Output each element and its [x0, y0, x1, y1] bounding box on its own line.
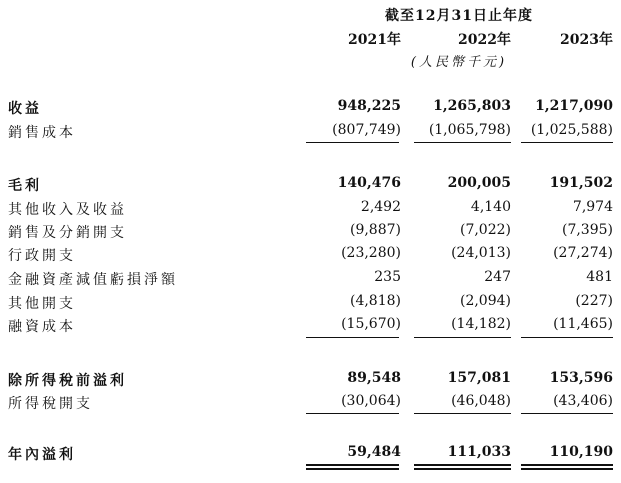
row-label: 除所得稅前溢利 [8, 373, 127, 389]
table-row-other-income [0, 199, 621, 221]
row-label: 年內溢利 [8, 447, 76, 463]
row-label: 所得稅開支 [8, 396, 93, 412]
value-2022: (14,182) [451, 316, 511, 332]
row-label: 其他開支 [8, 296, 76, 312]
value-2023: 191,502 [549, 175, 613, 191]
value-2021: 140,476 [337, 175, 401, 191]
value-2023: 481 [586, 269, 613, 285]
value-2022: 200,005 [447, 175, 511, 191]
row-label: 毛利 [8, 178, 42, 194]
value-2022: (1,065,798) [428, 122, 511, 138]
subtotal-rule-2023 [521, 142, 613, 143]
value-2022: 1,265,803 [433, 98, 511, 114]
value-2022: (46,048) [451, 393, 511, 409]
table-row-impairment-losses [0, 269, 621, 291]
row-label: 銷售成本 [8, 125, 76, 141]
value-2022: (24,013) [451, 245, 511, 261]
currency-unit: (人民幣千元) [410, 55, 508, 70]
value-2022: 111,033 [447, 444, 511, 460]
value-2023: 1,217,090 [535, 98, 613, 114]
value-2021: 89,548 [347, 370, 401, 386]
value-2023: (11,465) [553, 316, 613, 332]
year-header-2021: 2021年 [348, 32, 401, 48]
row-label: 收益 [8, 101, 42, 117]
value-2021: 2,492 [360, 199, 401, 215]
table-row-administrative [0, 245, 621, 267]
table-row-profit-for-year [0, 444, 621, 466]
value-2021: (4,818) [349, 293, 401, 309]
year-header-2023: 2023年 [560, 32, 613, 48]
total-double-rule-2022 [414, 464, 511, 470]
year-header-2022: 2022年 [458, 32, 511, 48]
value-2023: (27,274) [553, 245, 613, 261]
row-label: 其他收入及收益 [8, 202, 127, 218]
value-2023: 7,974 [572, 199, 613, 215]
value-2022: (7,022) [459, 222, 511, 238]
row-label: 銷售及分銷開支 [8, 225, 127, 241]
subtotal-rule-2023 [521, 413, 613, 414]
value-2022: 157,081 [447, 370, 511, 386]
value-2021: 235 [374, 269, 401, 285]
value-2021: (23,280) [341, 245, 401, 261]
value-2023: (227) [575, 293, 613, 309]
value-2021: (30,064) [341, 393, 401, 409]
value-2021: 59,484 [347, 444, 401, 460]
row-label: 金融資產減值虧損淨額 [8, 272, 178, 288]
value-2023: (7,395) [561, 222, 613, 238]
value-2022: 4,140 [470, 199, 511, 215]
subtotal-rule-2021 [306, 142, 399, 143]
subtotal-rule-2022 [414, 413, 511, 414]
row-label: 行政開支 [8, 248, 76, 264]
table-row-cost-of-sales [0, 122, 621, 144]
value-2022: 247 [484, 269, 511, 285]
value-2021: (807,749) [332, 122, 401, 138]
total-double-rule-2021 [306, 464, 399, 470]
period-heading: 截至12月31日止年度 [385, 8, 533, 24]
subtotal-rule-2023 [521, 337, 613, 338]
value-2023: 110,190 [549, 444, 613, 460]
value-2021: (15,670) [341, 316, 401, 332]
table-row-other-expenses [0, 293, 621, 315]
row-label: 融資成本 [8, 319, 76, 335]
subtotal-rule-2021 [306, 337, 399, 338]
table-row-gross-profit [0, 175, 621, 197]
subtotal-rule-2021 [306, 413, 399, 414]
value-2022: (2,094) [459, 293, 511, 309]
table-row-revenue [0, 98, 621, 120]
table-row-profit-before-tax [0, 370, 621, 392]
subtotal-rule-2022 [414, 142, 511, 143]
value-2023: (43,406) [553, 393, 613, 409]
value-2023: (1,025,588) [530, 122, 613, 138]
value-2021: (9,887) [349, 222, 401, 238]
subtotal-rule-2022 [414, 337, 511, 338]
table-row-income-tax [0, 393, 621, 415]
table-row-selling-distribution [0, 222, 621, 244]
total-double-rule-2023 [521, 464, 613, 470]
value-2021: 948,225 [337, 98, 401, 114]
value-2023: 153,596 [549, 370, 613, 386]
table-row-finance-costs [0, 316, 621, 338]
